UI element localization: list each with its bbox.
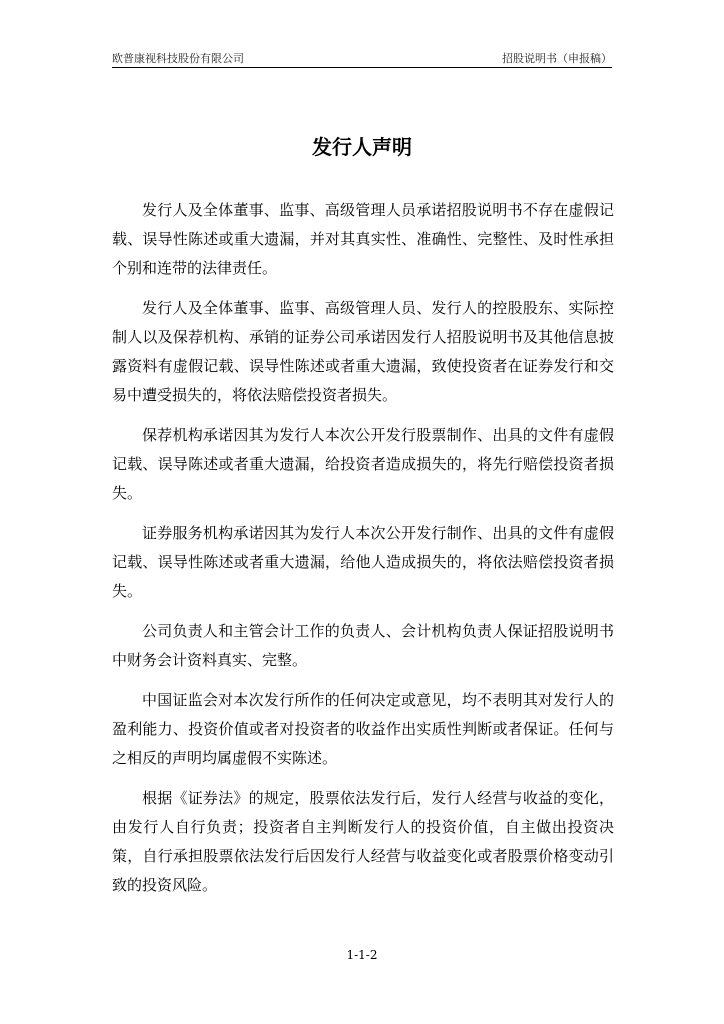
statement-paragraph-3: 保荐机构承诺因其为发行人本次公开发行股票制作、出具的文件有虚假记载、误导陈述或者重大遗漏，给投资者造成损失的，将先行赔偿投资者损失。 [112,426,614,502]
header-company-name: 欧普康视科技股份有限公司 [112,52,244,65]
statement-paragraph-2: 发行人及全体董事、监事、高级管理人员、发行人的控股股东、实际控制人以及保荐机构、承销的证券公司承诺因发行人招股说明书及其他信息披露资料有虚假记载、误导性陈述或者重大遗漏，致使投资者在证券发行和交易中遭受损失的，将依法赔偿投资者损失。 [112,299,614,404]
statement-body [112,196,614,911]
statement-paragraph-7: 根据《证券法》的规定，股票依法发行后，发行人经营与收益的变化，由发行人自行负责；投资者自主判断发行人的投资价值，自主做出投资决策，自行承担股票依法发行后因发行人经营与收益变化或者股票价格变动引致的投资风险。 [112,789,614,894]
statement-paragraph-4: 证券服务机构承诺因其为发行人本次公开发行制作、出具的文件有虚假记载、误导性陈述或者重大遗漏，给他人造成损失的，将依法赔偿投资者损失。 [112,524,614,600]
statement-paragraph-5: 公司负责人和主管会计工作的负责人、会计机构负责人保证招股说明书中财务会计资料真实、完整。 [112,622,614,669]
statement-paragraph-1: 发行人及全体董事、监事、高级管理人员承诺招股说明书不存在虚假记载、误导性陈述或重大遗漏，并对其真实性、准确性、完整性、及时性承担个别和连带的法律责任。 [112,201,614,277]
header-document-name: 招股说明书（申报稿） [502,52,612,65]
header-divider [112,67,612,68]
page-number: 1-1-2 [346,948,378,962]
page-title: 发行人声明 [312,135,412,159]
statement-paragraph-6: 中国证监会对本次发行所作的任何决定或意见，均不表明其对发行人的盈利能力、投资价值或者对投资者的收益作出实质性判断或者保证。任何与之相反的声明均属虚假不实陈述。 [112,691,614,767]
page-header [112,50,612,68]
